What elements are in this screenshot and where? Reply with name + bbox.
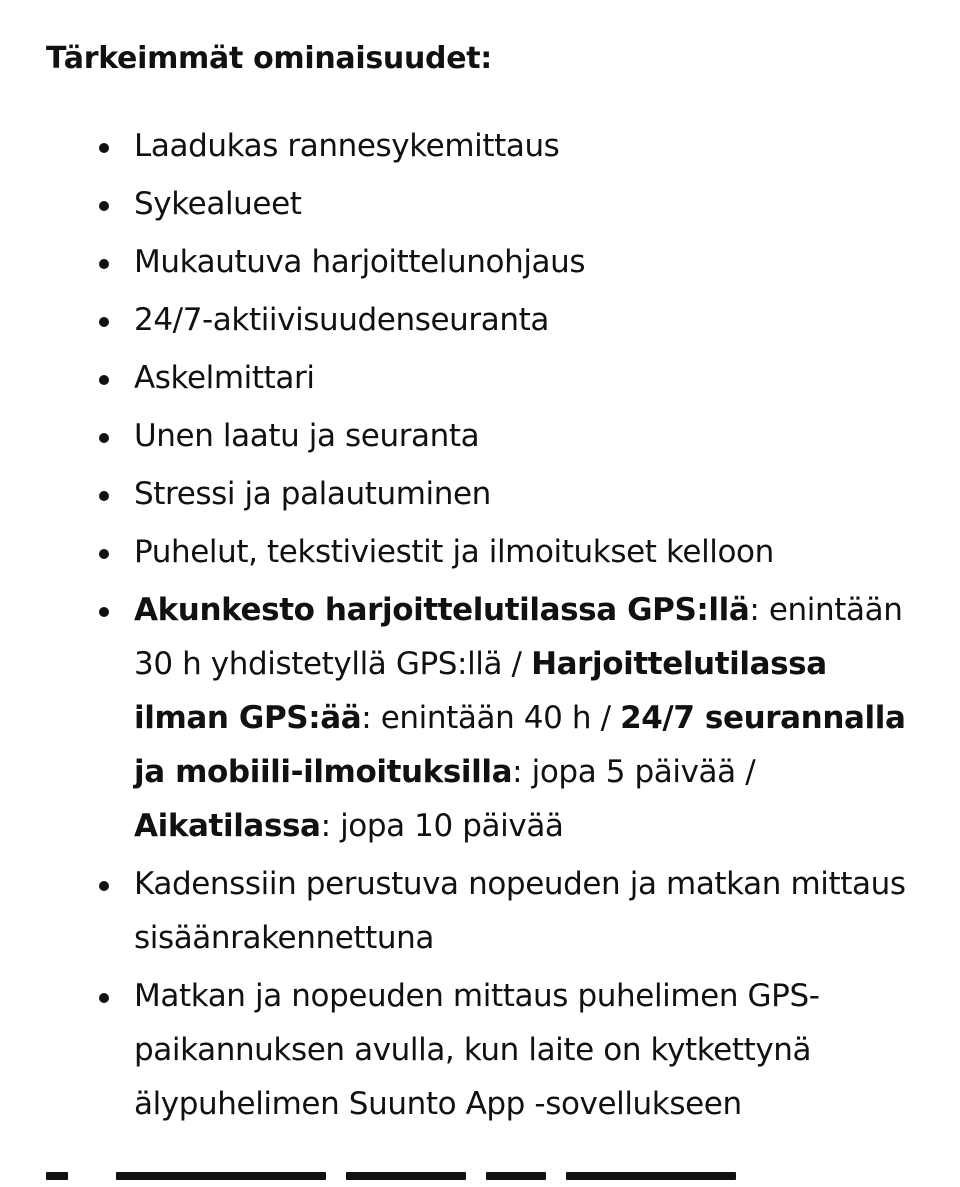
cropped-glyph <box>566 1172 736 1180</box>
list-item-text: Matkan ja nopeuden mittaus puhelimen GPS-paikannuksen avulla, kun laite on kytkettynä älypuhelimen Suunto App -sovellukseen <box>134 978 820 1122</box>
list-item <box>0 409 960 463</box>
list-item-text: Mukautuva harjoittelunohjaus <box>134 244 586 280</box>
list-item <box>0 235 960 289</box>
list-item-text: 24/7-aktiivisuudenseuranta <box>134 302 549 338</box>
cropped-glyph <box>346 1172 466 1180</box>
bullet-icon <box>99 881 109 891</box>
battery-life-item <box>0 583 960 853</box>
list-item <box>0 969 960 1131</box>
cropped-glyph <box>116 1172 326 1180</box>
list-item-text: Laadukas rannesykemittaus <box>134 128 560 164</box>
list-item <box>0 351 960 405</box>
cropped-next-heading <box>46 1172 926 1187</box>
bullet-icon <box>99 993 109 1003</box>
bullet-icon <box>99 143 109 153</box>
features-heading: Tärkeimmät ominaisuudet: <box>46 41 492 76</box>
cropped-glyph <box>46 1172 68 1180</box>
bullet-icon <box>99 317 109 327</box>
battery-time-label: Aikatilassa <box>134 808 321 844</box>
battery-247-value: : jopa 5 päivää / <box>512 754 756 790</box>
cropped-glyph <box>486 1172 546 1180</box>
list-item <box>0 467 960 521</box>
list-item <box>0 525 960 579</box>
battery-gps-value: : enintään 30 h yhdistetyllä GPS:llä / <box>134 592 903 682</box>
battery-nogps-value: : enintään 40 h / <box>361 700 621 736</box>
list-item <box>0 293 960 347</box>
list-item-text: Unen laatu ja seuranta <box>134 418 480 454</box>
list-item <box>0 119 960 173</box>
features-list <box>0 119 960 1135</box>
battery-247-label: 24/7 seurannalla ja mobiili-ilmoituksilla <box>134 700 906 790</box>
list-item-text: Kadenssiin perustuva nopeuden ja matkan mittaus sisäänrakennettuna <box>134 866 906 956</box>
list-item <box>0 177 960 231</box>
bullet-icon <box>99 607 109 617</box>
bullet-icon <box>99 491 109 501</box>
battery-time-value: : jopa 10 päivää <box>320 808 564 844</box>
bullet-icon <box>99 259 109 269</box>
battery-gps-label: Akunkesto harjoittelutilassa GPS:llä <box>134 592 750 628</box>
list-item <box>0 857 960 965</box>
list-item-text: Sykealueet <box>134 186 302 222</box>
bullet-icon <box>99 549 109 559</box>
bullet-icon <box>99 375 109 385</box>
list-item-text: Puhelut, tekstiviestit ja ilmoitukset kelloon <box>134 534 774 570</box>
bullet-icon <box>99 201 109 211</box>
bullet-icon <box>99 433 109 443</box>
list-item-text: Askelmittari <box>134 360 315 396</box>
list-item-text: Stressi ja palautuminen <box>134 476 491 512</box>
battery-nogps-label: Harjoittelutilassa ilman GPS:ää <box>134 646 827 736</box>
